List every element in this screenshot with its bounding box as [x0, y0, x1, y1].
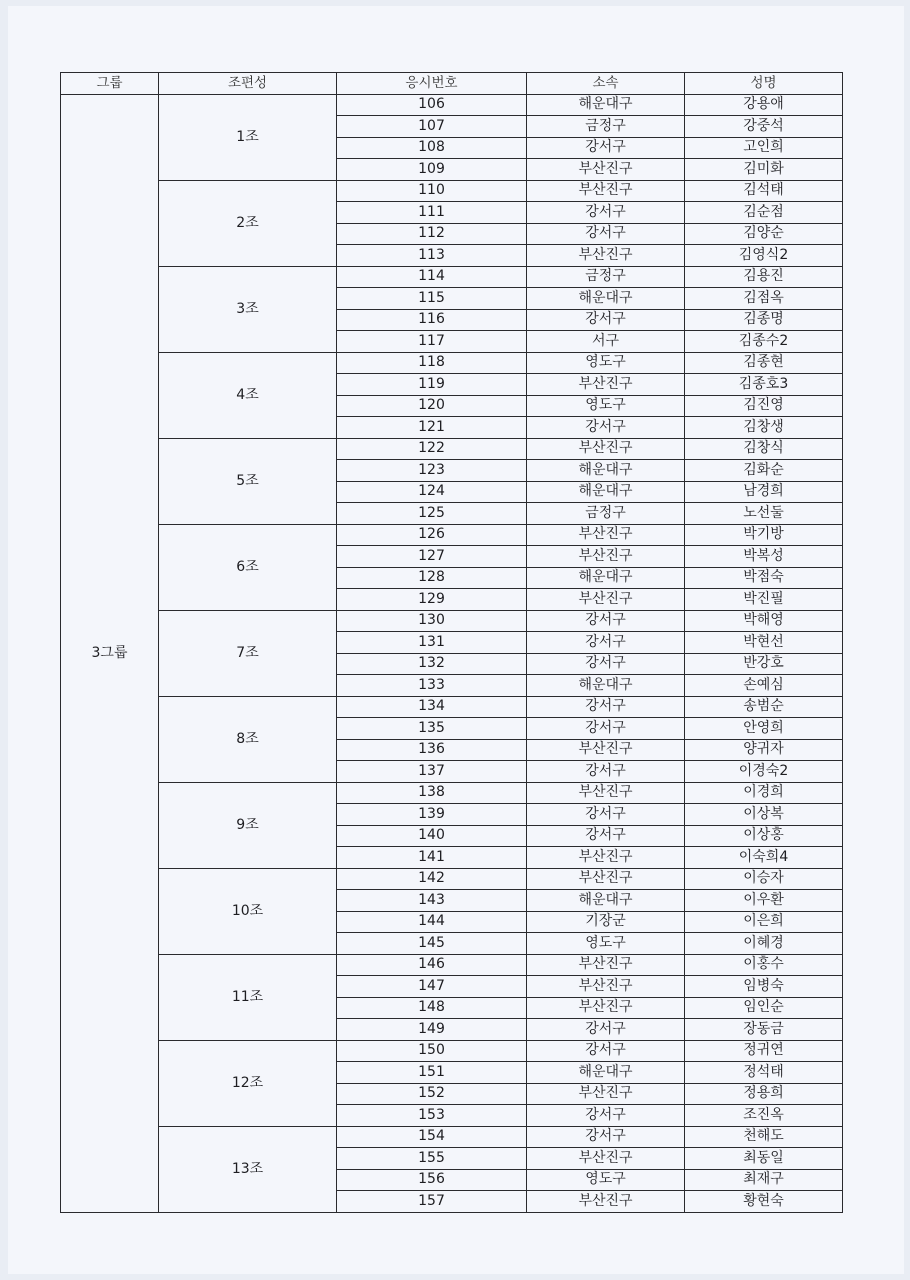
- affiliation: 해운대구: [527, 567, 685, 589]
- affiliation: 해운대구: [527, 1062, 685, 1084]
- person-name: 강중석: [685, 116, 843, 138]
- affiliation: 강서구: [527, 1105, 685, 1127]
- exam-number: 111: [337, 202, 527, 224]
- affiliation: 금정구: [527, 266, 685, 288]
- person-name: 박기방: [685, 524, 843, 546]
- exam-number: 126: [337, 524, 527, 546]
- exam-number: 113: [337, 245, 527, 267]
- header-team: 조편성: [159, 73, 337, 95]
- affiliation: 부산진구: [527, 159, 685, 181]
- affiliation: 부산진구: [527, 954, 685, 976]
- exam-number: 130: [337, 610, 527, 632]
- person-name: 장동금: [685, 1019, 843, 1041]
- exam-number: 145: [337, 933, 527, 955]
- affiliation: 부산진구: [527, 438, 685, 460]
- exam-number: 106: [337, 94, 527, 116]
- exam-number: 149: [337, 1019, 527, 1041]
- team-label: 11조: [159, 954, 337, 1040]
- exam-number: 131: [337, 632, 527, 654]
- exam-number: 144: [337, 911, 527, 933]
- affiliation: 해운대구: [527, 675, 685, 697]
- person-name: 정석태: [685, 1062, 843, 1084]
- affiliation: 부산진구: [527, 1191, 685, 1213]
- person-name: 김점옥: [685, 288, 843, 310]
- exam-number: 147: [337, 976, 527, 998]
- person-name: 남경희: [685, 481, 843, 503]
- person-name: 임인순: [685, 997, 843, 1019]
- affiliation: 부산진구: [527, 739, 685, 761]
- exam-number: 150: [337, 1040, 527, 1062]
- person-name: 김종호3: [685, 374, 843, 396]
- person-name: 임병숙: [685, 976, 843, 998]
- group-cell: 3그룹: [61, 94, 159, 1212]
- exam-number: 156: [337, 1169, 527, 1191]
- person-name: 김양순: [685, 223, 843, 245]
- affiliation: 강서구: [527, 718, 685, 740]
- exam-number: 140: [337, 825, 527, 847]
- person-name: 황현숙: [685, 1191, 843, 1213]
- table-row: [61, 438, 843, 460]
- affiliation: 부산진구: [527, 546, 685, 568]
- person-name: 김석태: [685, 180, 843, 202]
- team-label: 6조: [159, 524, 337, 610]
- affiliation: 강서구: [527, 804, 685, 826]
- table-row: [61, 180, 843, 202]
- document-page: [8, 6, 904, 1274]
- team-label: 5조: [159, 438, 337, 524]
- affiliation: 해운대구: [527, 481, 685, 503]
- exam-number: 125: [337, 503, 527, 525]
- exam-number: 114: [337, 266, 527, 288]
- affiliation: 강서구: [527, 761, 685, 783]
- exam-number: 118: [337, 352, 527, 374]
- affiliation: 부산진구: [527, 524, 685, 546]
- table-row: [61, 610, 843, 632]
- table-row: [61, 524, 843, 546]
- person-name: 이숙희4: [685, 847, 843, 869]
- person-name: 반강호: [685, 653, 843, 675]
- person-name: 박현선: [685, 632, 843, 654]
- affiliation: 강서구: [527, 137, 685, 159]
- affiliation: 금정구: [527, 116, 685, 138]
- exam-number: 134: [337, 696, 527, 718]
- exam-number: 116: [337, 309, 527, 331]
- team-label: 8조: [159, 696, 337, 782]
- exam-number: 129: [337, 589, 527, 611]
- table-row: [61, 352, 843, 374]
- affiliation: 강서구: [527, 1126, 685, 1148]
- exam-number: 119: [337, 374, 527, 396]
- person-name: 박해영: [685, 610, 843, 632]
- exam-number: 124: [337, 481, 527, 503]
- person-name: 이혜경: [685, 933, 843, 955]
- person-name: 김종명: [685, 309, 843, 331]
- exam-number: 148: [337, 997, 527, 1019]
- header-row: [61, 73, 843, 95]
- person-name: 조진옥: [685, 1105, 843, 1127]
- affiliation: 금정구: [527, 503, 685, 525]
- person-name: 강용애: [685, 94, 843, 116]
- roster-table: [60, 72, 843, 1213]
- exam-number: 112: [337, 223, 527, 245]
- person-name: 김영식2: [685, 245, 843, 267]
- team-label: 9조: [159, 782, 337, 868]
- person-name: 송범순: [685, 696, 843, 718]
- exam-number: 155: [337, 1148, 527, 1170]
- person-name: 양귀자: [685, 739, 843, 761]
- affiliation: 영도구: [527, 352, 685, 374]
- team-label: 10조: [159, 868, 337, 954]
- person-name: 김진영: [685, 395, 843, 417]
- person-name: 손예심: [685, 675, 843, 697]
- header-exam-number: 응시번호: [337, 73, 527, 95]
- exam-number: 109: [337, 159, 527, 181]
- affiliation: 부산진구: [527, 180, 685, 202]
- affiliation: 강서구: [527, 610, 685, 632]
- exam-number: 115: [337, 288, 527, 310]
- person-name: 최동일: [685, 1148, 843, 1170]
- exam-number: 122: [337, 438, 527, 460]
- affiliation: 부산진구: [527, 589, 685, 611]
- exam-number: 138: [337, 782, 527, 804]
- person-name: 안영희: [685, 718, 843, 740]
- affiliation: 영도구: [527, 933, 685, 955]
- exam-number: 127: [337, 546, 527, 568]
- roster-body: [61, 94, 843, 1212]
- person-name: 정용희: [685, 1083, 843, 1105]
- person-name: 김미화: [685, 159, 843, 181]
- affiliation: 서구: [527, 331, 685, 353]
- exam-number: 136: [337, 739, 527, 761]
- affiliation: 강서구: [527, 1040, 685, 1062]
- team-label: 2조: [159, 180, 337, 266]
- table-row: [61, 782, 843, 804]
- exam-number: 154: [337, 1126, 527, 1148]
- affiliation: 부산진구: [527, 997, 685, 1019]
- affiliation: 강서구: [527, 223, 685, 245]
- exam-number: 157: [337, 1191, 527, 1213]
- exam-number: 121: [337, 417, 527, 439]
- person-name: 이승자: [685, 868, 843, 890]
- exam-number: 146: [337, 954, 527, 976]
- affiliation: 부산진구: [527, 782, 685, 804]
- person-name: 김종현: [685, 352, 843, 374]
- exam-number: 132: [337, 653, 527, 675]
- affiliation: 강서구: [527, 696, 685, 718]
- affiliation: 강서구: [527, 309, 685, 331]
- exam-number: 153: [337, 1105, 527, 1127]
- exam-number: 117: [337, 331, 527, 353]
- table-row: [61, 868, 843, 890]
- affiliation: 강서구: [527, 825, 685, 847]
- table-row: [61, 696, 843, 718]
- header-group: 그룹: [61, 73, 159, 95]
- header-name: 성명: [685, 73, 843, 95]
- affiliation: 해운대구: [527, 94, 685, 116]
- exam-number: 141: [337, 847, 527, 869]
- affiliation: 부산진구: [527, 1148, 685, 1170]
- affiliation: 부산진구: [527, 1083, 685, 1105]
- table-row: [61, 1126, 843, 1148]
- affiliation: 부산진구: [527, 976, 685, 998]
- person-name: 고인희: [685, 137, 843, 159]
- person-name: 이은희: [685, 911, 843, 933]
- exam-number: 133: [337, 675, 527, 697]
- team-label: 7조: [159, 610, 337, 696]
- table-row: [61, 1040, 843, 1062]
- exam-number: 139: [337, 804, 527, 826]
- person-name: 최재구: [685, 1169, 843, 1191]
- person-name: 김창생: [685, 417, 843, 439]
- person-name: 노선둘: [685, 503, 843, 525]
- person-name: 이상홍: [685, 825, 843, 847]
- exam-number: 142: [337, 868, 527, 890]
- affiliation: 부산진구: [527, 245, 685, 267]
- person-name: 박복성: [685, 546, 843, 568]
- exam-number: 128: [337, 567, 527, 589]
- person-name: 천해도: [685, 1126, 843, 1148]
- exam-number: 120: [337, 395, 527, 417]
- person-name: 김순점: [685, 202, 843, 224]
- person-name: 박진필: [685, 589, 843, 611]
- team-label: 13조: [159, 1126, 337, 1212]
- exam-number: 137: [337, 761, 527, 783]
- person-name: 김화순: [685, 460, 843, 482]
- person-name: 이경희: [685, 782, 843, 804]
- team-label: 4조: [159, 352, 337, 438]
- affiliation: 부산진구: [527, 868, 685, 890]
- person-name: 이우환: [685, 890, 843, 912]
- affiliation: 영도구: [527, 395, 685, 417]
- person-name: 김용진: [685, 266, 843, 288]
- person-name: 김종수2: [685, 331, 843, 353]
- exam-number: 152: [337, 1083, 527, 1105]
- affiliation: 기장군: [527, 911, 685, 933]
- affiliation: 강서구: [527, 653, 685, 675]
- person-name: 김창식: [685, 438, 843, 460]
- exam-number: 123: [337, 460, 527, 482]
- affiliation: 강서구: [527, 417, 685, 439]
- affiliation: 해운대구: [527, 460, 685, 482]
- affiliation: 부산진구: [527, 847, 685, 869]
- affiliation: 해운대구: [527, 890, 685, 912]
- team-label: 3조: [159, 266, 337, 352]
- person-name: 이경숙2: [685, 761, 843, 783]
- exam-number: 143: [337, 890, 527, 912]
- affiliation: 강서구: [527, 1019, 685, 1041]
- person-name: 정귀연: [685, 1040, 843, 1062]
- person-name: 박점숙: [685, 567, 843, 589]
- person-name: 이홍수: [685, 954, 843, 976]
- affiliation: 해운대구: [527, 288, 685, 310]
- table-row: [61, 954, 843, 976]
- exam-number: 108: [337, 137, 527, 159]
- exam-number: 107: [337, 116, 527, 138]
- person-name: 이상복: [685, 804, 843, 826]
- affiliation: 강서구: [527, 632, 685, 654]
- affiliation: 강서구: [527, 202, 685, 224]
- header-affiliation: 소속: [527, 73, 685, 95]
- affiliation: 영도구: [527, 1169, 685, 1191]
- table-row: [61, 266, 843, 288]
- exam-number: 110: [337, 180, 527, 202]
- table-row: [61, 94, 843, 116]
- affiliation: 부산진구: [527, 374, 685, 396]
- exam-number: 151: [337, 1062, 527, 1084]
- team-label: 12조: [159, 1040, 337, 1126]
- exam-number: 135: [337, 718, 527, 740]
- team-label: 1조: [159, 94, 337, 180]
